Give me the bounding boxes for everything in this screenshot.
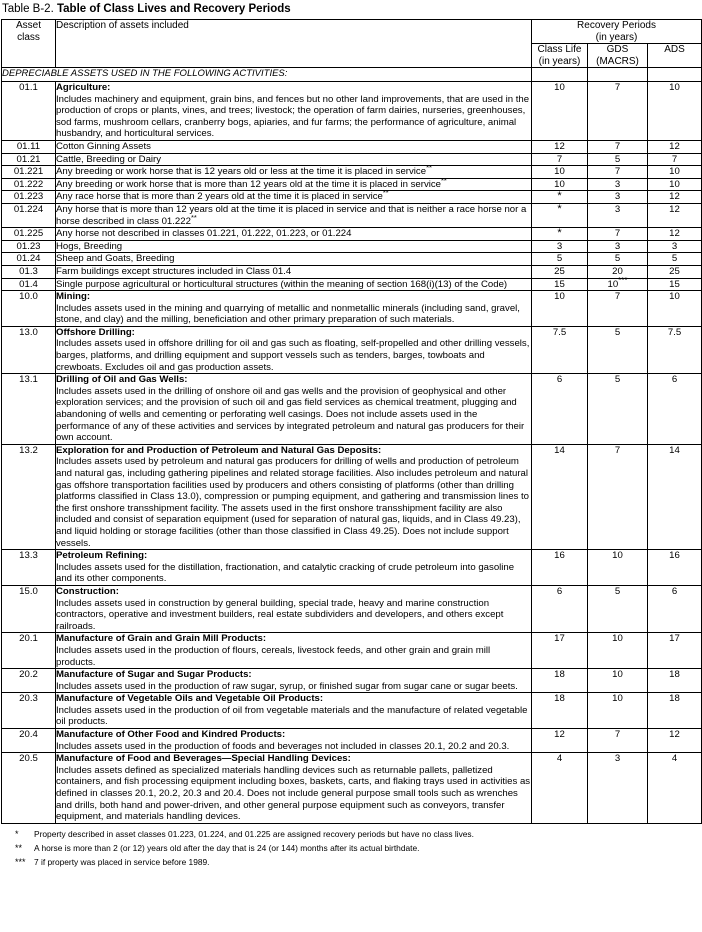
header-gds [588, 44, 648, 68]
description-text: Cattle, Breeding or Dairy [56, 153, 162, 165]
description-heading: Offshore Drilling: [56, 326, 135, 338]
description-text: Includes assets defined as specialized materials handling devices such as returnable pallets, palletized containers, and fish processing equipment including boxes, baskets, carts, and flaking trays used in activities as defined in classes 20.1, 20.2, 20.3 and 20.4. Does not include general purpose small tools such as wrenches and drills, both hand and power-driven, and other general purpose equipment such as conveyors, transfer equipment, and materials handling devices. [56, 764, 531, 823]
description-cell [56, 253, 532, 266]
table-row [2, 585, 702, 632]
table-row [2, 253, 702, 266]
ads-cell: 25 [648, 265, 702, 278]
description-heading: Manufacture of Other Food and Kindred Products: [56, 729, 286, 741]
ads-cell: 7.5 [648, 326, 702, 373]
section-spacer-gds [588, 68, 648, 82]
class-life-cell: 7.5 [532, 326, 588, 373]
header-class-life-line1: Class Life [537, 44, 582, 55]
description-cell [56, 153, 532, 166]
table-title-text: Table of Class Lives and Recovery Periods [56, 3, 291, 15]
footnote-mark: * [15, 828, 19, 839]
description-cell [56, 140, 532, 153]
asset-class-cell: 15.0 [2, 585, 56, 632]
footnote-text: 7 if property was placed in service before 1989. [34, 856, 210, 867]
table-row [2, 140, 702, 153]
gds-cell: 3 [588, 753, 648, 824]
table-row [2, 278, 702, 291]
class-life-cell: 10 [532, 166, 588, 179]
description-text: Includes assets used in the mining and quarrying of metallic and nonmetallic minerals (including sand, gravel, stone, and clay) and the milling, beneficiation and other primary preparation of such materials. [56, 302, 520, 326]
gds-cell: 10*** [588, 278, 648, 291]
class-life-cell: 3 [532, 240, 588, 253]
ads-cell: 7 [648, 153, 702, 166]
ads-cell: 12 [648, 729, 702, 753]
table-row [2, 550, 702, 586]
table-row [2, 178, 702, 191]
header-asset-class [2, 20, 56, 68]
class-life-cell: 18 [532, 669, 588, 693]
header-asset-class-line1: Asset [15, 20, 41, 31]
footnote-text: Property described in asset classes 01.223, 01.224, and 01.225 are assigned recovery periods but have no class lives. [34, 828, 474, 839]
class-life-cell: 12 [532, 729, 588, 753]
description-text: Includes assets used in the drilling of onshore oil and gas wells and the provision of geophysical and other exploration services; and the provision of such oil and gas field services as chemical treatment, plugging and abandoning of wells and cementing or perforating well casings. Does not include assets used in the performance of any of these activities and services by integrated petroleum and natural gas producers for their own account. [56, 385, 525, 444]
description-text: Includes assets used for the distillation, fractionation, and catalytic cracking of crude petroleum into gasoline and its other components. [56, 561, 515, 585]
ads-cell: 3 [648, 240, 702, 253]
header-class-life [532, 44, 588, 68]
description-cell [56, 326, 532, 373]
description-cell [56, 693, 532, 729]
header-class-life-line2: (in years) [538, 55, 581, 67]
class-life-cell: 12 [532, 140, 588, 153]
ads-cell: 10 [648, 291, 702, 327]
description-cell [56, 228, 532, 241]
description-cell [56, 82, 532, 141]
asset-class-cell: 13.3 [2, 550, 56, 586]
description-cell [56, 669, 532, 693]
gds-cell: 7 [588, 228, 648, 241]
class-life-cell: 10 [532, 82, 588, 141]
class-life-cell: 16 [532, 550, 588, 586]
description-heading: Manufacture of Vegetable Oils and Vegetable Oil Products: [56, 693, 324, 705]
table-row [2, 265, 702, 278]
gds-cell: 7 [588, 166, 648, 179]
gds-cell: 20 [588, 265, 648, 278]
section-heading-text: DEPRECIABLE ASSETS USED IN THE FOLLOWING ACTIVITIES: [2, 68, 532, 82]
asset-class-cell: 01.222 [2, 178, 56, 191]
table-row [2, 669, 702, 693]
footnote-row [10, 842, 702, 855]
class-life-cell: 18 [532, 693, 588, 729]
description-text: Includes assets used in the production of flours, cereals, livestock feeds, and other grain and grain mill products. [56, 644, 491, 668]
asset-class-cell: 20.1 [2, 633, 56, 669]
class-life-cell: 10 [532, 291, 588, 327]
section-heading-row [2, 68, 702, 82]
description-text: Includes machinery and equipment, grain bins, and fences but no other land improvements, that are used in the production of crops or plants, vines, and trees; livestock; the operation of farm dairies, nurseries, greenhouses, sod farms, mushroom cellars, cranberry bogs, apiaries, and fur farms; the performance of agriculture, animal husbandry, and horticultural services. [56, 93, 530, 140]
ads-cell: 6 [648, 374, 702, 445]
header-ads-label: ADS [664, 44, 685, 55]
gds-cell: 10 [588, 669, 648, 693]
description-cell [56, 175, 532, 191]
gds-cell: 3 [588, 203, 648, 227]
gds-cell: 3 [588, 178, 648, 191]
class-life-cell: * [532, 228, 588, 241]
ads-cell: 18 [648, 669, 702, 693]
description-heading: Construction: [56, 585, 119, 597]
gds-cell: 10 [588, 693, 648, 729]
ads-cell: 12 [648, 203, 702, 227]
page-title [0, 0, 702, 19]
description-cell [56, 291, 532, 327]
table-row [2, 203, 702, 227]
class-life-cell: * [532, 191, 588, 204]
table-number-label: Table B-2. [2, 3, 54, 15]
table-row [2, 633, 702, 669]
header-description [56, 20, 532, 68]
table-row [2, 693, 702, 729]
gds-cell: 5 [588, 153, 648, 166]
ads-cell: 10 [648, 178, 702, 191]
footnote-marker: ** [190, 212, 197, 222]
header-gds-line1: GDS [606, 44, 629, 55]
gds-cell: 5 [588, 253, 648, 266]
description-cell [56, 265, 532, 278]
asset-class-cell: 01.4 [2, 278, 56, 291]
table-row [2, 240, 702, 253]
asset-class-cell: 10.0 [2, 291, 56, 327]
ads-cell: 6 [648, 585, 702, 632]
description-text: Single purpose agricultural or horticultural structures (within the meaning of section 168(i)(13) of the Code) [56, 278, 508, 290]
description-cell [56, 753, 532, 824]
class-life-cell: 7 [532, 153, 588, 166]
description-text: Cotton Ginning Assets [56, 140, 151, 152]
description-text: Any breeding or work horse that is more than 12 years old at the time it is placed in service** [56, 175, 447, 190]
class-life-cell: 6 [532, 585, 588, 632]
asset-class-cell: 20.3 [2, 693, 56, 729]
asset-class-cell: 01.3 [2, 265, 56, 278]
gds-cell: 3 [588, 191, 648, 204]
asset-class-cell: 01.1 [2, 82, 56, 141]
asset-class-cell: 13.1 [2, 374, 56, 445]
description-text: Includes assets used in offshore drilling for oil and gas such as floating, self-propelled and other drilling vessels, barges, platforms, and drilling equipment and support vessels such as tenders, barges, towboats and crewboats. Excludes oil and gas production assets. [56, 338, 530, 373]
footnote-marker: ** [441, 175, 447, 185]
asset-class-cell: 01.224 [2, 203, 56, 227]
class-life-cell: * [532, 203, 588, 227]
asset-class-cell: 20.5 [2, 753, 56, 824]
asset-class-cell: 01.221 [2, 166, 56, 179]
description-text: Any race horse that is more than 2 years old at the time it is placed in service** [56, 188, 389, 203]
header-recovery-periods-label: Recovery Periods [577, 20, 656, 31]
asset-class-cell: 20.2 [2, 669, 56, 693]
description-text: Farm buildings except structures included in Class 01.4 [56, 265, 292, 277]
description-text: Includes assets used in the production of foods and beverages not included in classes 20.1, 20.2 and 20.3. [56, 740, 510, 752]
description-cell [56, 203, 532, 227]
description-heading: Manufacture of Food and Beverages—Special Handling Devices: [56, 753, 351, 765]
gds-cell: 10 [588, 633, 648, 669]
asset-class-cell: 01.225 [2, 228, 56, 241]
class-life-cell: 25 [532, 265, 588, 278]
table-row [2, 326, 702, 373]
description-cell [56, 633, 532, 669]
description-heading: Petroleum Refining: [56, 550, 148, 562]
header-asset-class-line2: class [17, 31, 40, 43]
table-row [2, 753, 702, 824]
description-text: Any breeding or work horse that is 12 years old or less at the time it is placed in service** [56, 162, 432, 178]
class-life-cell: 6 [532, 374, 588, 445]
footnote-mark: ** [15, 842, 23, 853]
header-description-label: Description of assets included [56, 20, 189, 31]
ads-cell: 16 [648, 550, 702, 586]
footnote-row [10, 828, 702, 841]
table-header [2, 20, 702, 68]
gds-cell: 10 [588, 550, 648, 586]
table-row [2, 166, 702, 179]
class-life-cell: 14 [532, 444, 588, 549]
table-row [2, 82, 702, 141]
asset-class-cell: 01.223 [2, 191, 56, 204]
description-cell [56, 550, 532, 586]
description-text: Includes assets used in the production of raw sugar, syrup, or finished sugar from sugar cane or sugar beets. [56, 680, 518, 692]
ads-cell: 14 [648, 444, 702, 549]
description-text: Any horse not described in classes 01.221, 01.222, 01.223, or 01.224 [56, 228, 352, 240]
asset-class-cell: 01.21 [2, 153, 56, 166]
section-spacer-ads [648, 68, 702, 82]
asset-class-cell: 13.0 [2, 326, 56, 373]
description-heading: Drilling of Oil and Gas Wells: [56, 374, 188, 386]
footnote-marker: *** [618, 275, 628, 285]
description-cell [56, 278, 532, 291]
asset-class-cell: 01.11 [2, 140, 56, 153]
header-gds-line2: (MACRS) [596, 55, 639, 67]
description-text: Includes assets used in construction by general building, special trade, heavy and marine construction contractors, operative and investment builders, real estate subdividers and developers, and others except railroads. [56, 597, 504, 632]
footnote-row [10, 856, 702, 869]
description-text: Includes assets used in the production of oil from vegetable materials and the manufacture of related vegetable oil products. [56, 704, 528, 728]
class-life-cell: 5 [532, 253, 588, 266]
ads-cell: 15 [648, 278, 702, 291]
description-cell [56, 188, 532, 204]
footnote-marker: ** [382, 188, 389, 198]
gds-cell: 7 [588, 291, 648, 327]
ads-cell: 12 [648, 191, 702, 204]
table-row [2, 153, 702, 166]
description-cell [56, 444, 532, 549]
ads-cell: 5 [648, 253, 702, 266]
class-life-cell: 15 [532, 278, 588, 291]
table-row [2, 374, 702, 445]
asset-class-cell: 13.2 [2, 444, 56, 549]
class-life-cell: 4 [532, 753, 588, 824]
table-row [2, 729, 702, 753]
footnote-mark: *** [15, 856, 26, 867]
description-text: Hogs, Breeding [56, 240, 123, 252]
ads-cell: 17 [648, 633, 702, 669]
footnote-marker: ** [426, 162, 432, 172]
description-cell [56, 374, 532, 445]
description-heading: Mining: [56, 291, 91, 303]
header-ads [648, 44, 702, 68]
gds-cell: 7 [588, 729, 648, 753]
ads-cell: 10 [648, 166, 702, 179]
footnote-text: A horse is more than 2 (or 12) years old after the day that is 24 (or 144) months after its actual birthdate. [34, 842, 420, 853]
gds-cell: 5 [588, 585, 648, 632]
description-text: Sheep and Goats, Breeding [56, 253, 175, 265]
description-cell [56, 729, 532, 753]
gds-cell: 3 [588, 240, 648, 253]
description-heading: Manufacture of Grain and Grain Mill Products: [56, 633, 267, 645]
asset-class-cell: 20.4 [2, 729, 56, 753]
table-row [2, 228, 702, 241]
ads-cell: 10 [648, 82, 702, 141]
description-text: Any horse that is more than 12 years old at the time it is placed in service and that is neither a race horse nor a horse described in class 01.222** [56, 203, 527, 227]
gds-cell: 5 [588, 326, 648, 373]
ads-cell: 12 [648, 228, 702, 241]
class-lives-table [1, 19, 702, 824]
ads-cell: 4 [648, 753, 702, 824]
gds-cell: 5 [588, 374, 648, 445]
section-spacer-class-life [532, 68, 588, 82]
description-cell [56, 162, 532, 179]
description-heading: Agriculture: [56, 82, 111, 93]
header-row-top [2, 20, 702, 44]
gds-cell: 7 [588, 82, 648, 141]
ads-cell: 12 [648, 140, 702, 153]
table-row [2, 291, 702, 327]
description-cell [56, 240, 532, 253]
header-recovery-periods-group [532, 20, 702, 44]
gds-cell: 7 [588, 444, 648, 549]
table-row [2, 444, 702, 549]
description-heading: Manufacture of Sugar and Sugar Products: [56, 669, 252, 681]
asset-class-cell: 01.23 [2, 240, 56, 253]
gds-cell: 7 [588, 140, 648, 153]
class-life-cell: 10 [532, 178, 588, 191]
ads-cell: 18 [648, 693, 702, 729]
description-heading: Exploration for and Production of Petroleum and Natural Gas Deposits: [56, 444, 382, 456]
description-text: Includes assets used by petroleum and natural gas producers for drilling of wells and production of petroleum and natural gas, including gathering pipelines and related storage facilities. Also includes petroleum and natural gas offshore transportation facilities used by producers and others consisting of platforms (other than drilling platforms classified in Class 13.0), compression or pumping equipment, and gathering and transmission lines to the first onshore transshipment facility. The assets used in the first onshore transshipment facility are also included and consist of separation equipment (used for separation of natural gas, liquids, and in Class 49.23), and liquid holding or storage facilities (other than those classified in Class 49.25). Does not include support vessels. [56, 456, 529, 549]
asset-class-cell: 01.24 [2, 253, 56, 266]
header-recovery-periods-units: (in years) [595, 31, 638, 43]
description-cell [56, 585, 532, 632]
table-row [2, 191, 702, 204]
table-body [2, 68, 702, 824]
footnotes [0, 828, 702, 869]
class-life-cell: 17 [532, 633, 588, 669]
